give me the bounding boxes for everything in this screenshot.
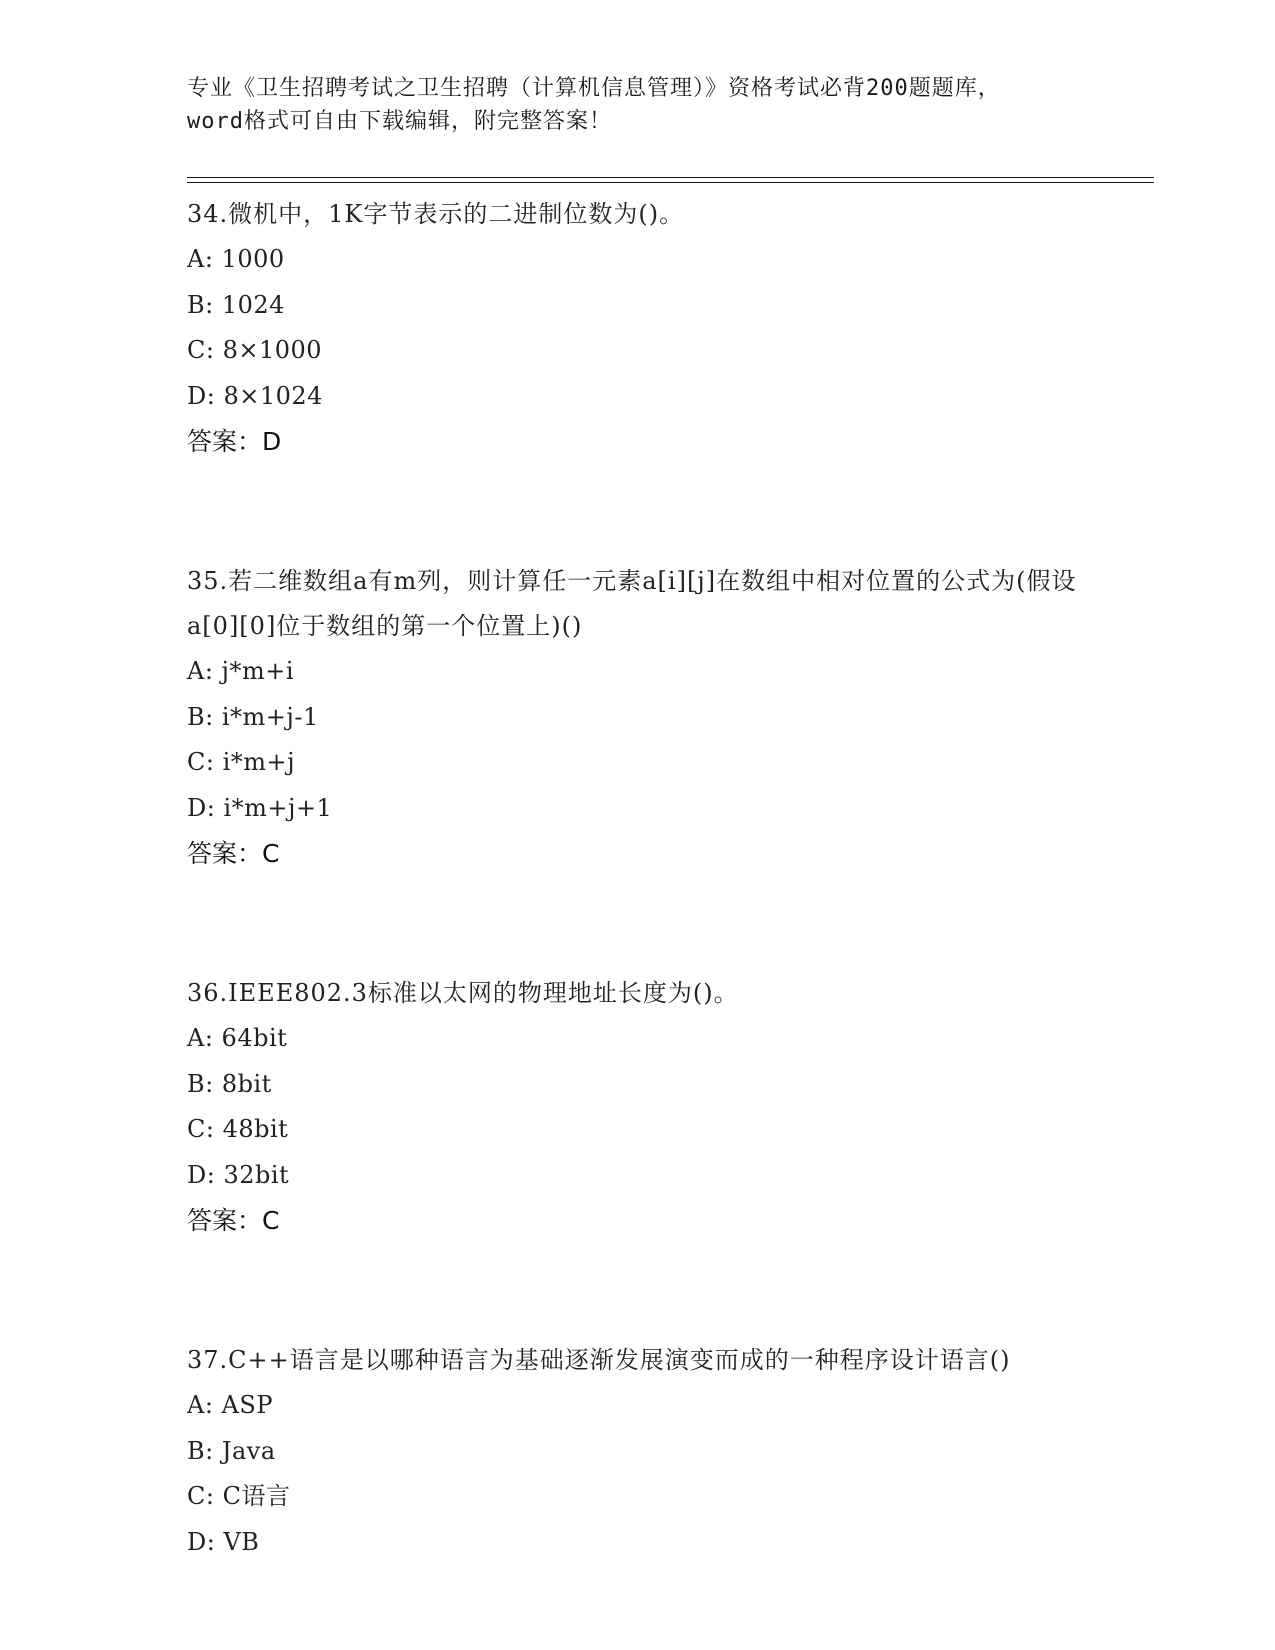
header-line-1: 专业《卫生招聘考试之卫生招聘（计算机信息管理）》资格考试必背200题题库， — [187, 76, 1001, 101]
option-b: B: 8bit — [187, 1069, 272, 1098]
option-c: C: 48bit — [187, 1115, 289, 1143]
option-c: C: C语言 — [187, 1482, 291, 1510]
option-b: B: 1024 — [187, 290, 285, 319]
answer-line: 答案：C — [187, 839, 280, 868]
question-list — [187, 192, 1087, 1565]
answer-line: 答案：D — [187, 427, 282, 456]
option-a: A: ASP — [187, 1391, 273, 1419]
document-header — [187, 72, 1087, 138]
option-d: D: i*m+j+1 — [187, 793, 333, 822]
option-a: A: 64bit — [187, 1024, 288, 1052]
question-37 — [187, 1338, 1087, 1565]
option-d: D: 8×1024 — [187, 381, 323, 410]
question-stem: 34.微机中，1K字节表示的二进制位数为()。 — [187, 200, 685, 228]
question-36 — [187, 971, 1087, 1243]
question-35 — [187, 559, 1087, 876]
answer-line: 答案：C — [187, 1206, 280, 1235]
header-rule-bottom — [187, 182, 1154, 183]
question-34 — [187, 192, 1087, 464]
question-stem: 37.C++语言是以哪种语言为基础逐渐发展演变而成的一种程序设计语言() — [187, 1346, 1011, 1374]
option-b: B: Java — [187, 1436, 276, 1465]
option-c: C: i*m+j — [187, 748, 296, 776]
header-line-2: word格式可自由下载编辑，附完整答案！ — [187, 109, 612, 134]
option-a: A: j*m+i — [187, 657, 295, 685]
option-a: A: 1000 — [187, 245, 285, 273]
option-d: D: VB — [187, 1527, 260, 1556]
question-stem: 36.IEEE802.3标准以太网的物理地址长度为()。 — [187, 979, 739, 1007]
option-d: D: 32bit — [187, 1160, 290, 1189]
option-c: C: 8×1000 — [187, 336, 323, 364]
header-rule-top — [187, 177, 1154, 178]
question-stem: 35.若二维数组a有m列，则计算任一元素a[i][j]在数组中相对位置的公式为(假设a[0][0]位于数组的第一个位置上)() — [187, 567, 1077, 640]
option-b: B: i*m+j-1 — [187, 702, 319, 731]
